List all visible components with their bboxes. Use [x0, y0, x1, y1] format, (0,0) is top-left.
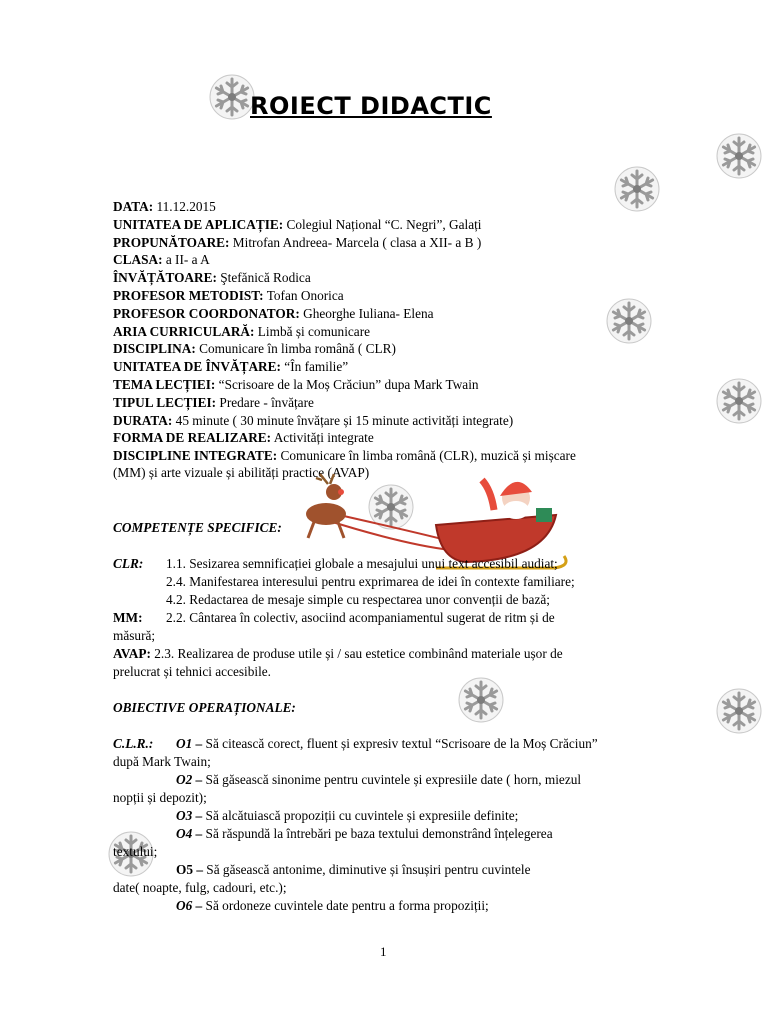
field-label: DURATA:	[113, 412, 173, 428]
field-line	[113, 198, 216, 215]
field-value: Comunicare în limba română ( CLR)	[195, 341, 396, 357]
field-line	[113, 234, 481, 251]
field-value: Colegiul Național “C. Negri”, Galați	[283, 216, 482, 232]
mm-competence-cont: măsură;	[113, 628, 156, 643]
objective-o1: Să citească corect, fluent și expresiv textul “Scrisoare de la Moș Crăciun”	[202, 736, 598, 751]
field-line	[113, 340, 396, 357]
objective-o6: Să ordoneze cuvintele date pentru a forma propoziții;	[202, 898, 489, 913]
clr-label: CLR:	[113, 556, 144, 571]
field-label: UNITATEA DE ÎNVĂȚARE:	[113, 359, 281, 375]
field-line	[113, 412, 513, 429]
field-label: ARIA CURRICULARĂ:	[113, 323, 255, 339]
field-value: Comunicare în limba română (CLR), muzică și mișcare	[277, 448, 576, 464]
o1-label: O1 –	[176, 736, 203, 751]
field-line	[113, 287, 344, 304]
field-label: FORMA DE REALIZARE:	[113, 430, 272, 446]
field-line	[113, 251, 210, 268]
field-value: 45 minute ( 30 minute învățare și 15 minute activități integrate)	[172, 412, 514, 428]
field-value: a II- a A	[162, 252, 210, 268]
o6-label: O6 –	[176, 898, 203, 913]
field-line	[113, 269, 311, 286]
snowflake-icon	[716, 133, 762, 179]
field-value: Mitrofan Andreea- Marcela ( clasa a XII- a B )	[229, 234, 482, 250]
mm-label: MM:	[113, 610, 143, 625]
objective-o4-cont: textului;	[113, 844, 158, 859]
field-line	[113, 305, 434, 322]
field-value: Gheorghe Iuliana- Elena	[299, 305, 434, 321]
field-label: TIPUL LECȚIEI:	[113, 394, 217, 410]
field-line	[113, 216, 481, 233]
competente-heading: COMPETENȚE SPECIFICE:	[113, 520, 282, 535]
field-label: PROPUNĂTOARE:	[113, 234, 230, 250]
mm-competence: 2.2. Cântarea în colectiv, asociind acompaniamentul sugerat de ritm și de	[166, 610, 555, 625]
field-line	[113, 358, 348, 375]
snowflake-icon	[614, 166, 660, 212]
snowflake-icon	[458, 677, 504, 723]
document-title: ROIECT DIDACTIC	[250, 92, 492, 120]
objective-o5: Să găsească antonime, diminutive și însușiri pentru cuvintele	[202, 862, 531, 877]
page-number: 1	[380, 944, 387, 959]
field-line	[113, 429, 374, 446]
field-label: DISCIPLINA:	[113, 341, 196, 357]
o5-label: O5 –	[176, 862, 203, 877]
field-label: DATA:	[113, 199, 154, 214]
field-label: DISCIPLINE INTEGRATE:	[113, 448, 278, 464]
clr-competence: 4.2. Redactarea de mesaje simple cu respectarea unor convenții de bază;	[166, 592, 550, 607]
avap-competence-cont: prelucrat și tehnici accesibile.	[113, 664, 272, 679]
objective-o5-cont: date( noapte, fulg, cadouri, etc.);	[113, 880, 287, 895]
objective-o2-cont: nopții și depozit);	[113, 790, 207, 805]
field-label: UNITATEA DE APLICAȚIE:	[113, 216, 284, 232]
o4-label: O4 –	[176, 826, 203, 841]
avap-competence: 2.3. Realizarea de produse utile și / sau estetice combinând materiale ușor de	[154, 646, 563, 661]
clr-competence: 2.4. Manifestarea interesului pentru exprimarea de idei în contexte familiare;	[166, 574, 575, 589]
objective-o1-cont: după Mark Twain;	[113, 754, 211, 769]
clr-competence: 1.1. Sesizarea semnificației globale a mesajului unui text accesibil audiat;	[166, 556, 558, 571]
obiective-heading: OBIECTIVE OPERAȚIONALE:	[113, 700, 296, 715]
field-label: ÎNVĂȚĂTOARE:	[113, 270, 217, 286]
field-line	[113, 323, 370, 340]
snowflake-icon	[209, 74, 255, 120]
field-value: “Scrisoare de la Moș Crăciun” dupa Mark Twain	[215, 377, 479, 392]
field-value: Tofan Onorica	[263, 288, 344, 303]
o2-label: O2 –	[176, 772, 203, 787]
o3-label: O3 –	[176, 808, 203, 823]
field-label: TEMA LECȚIEI:	[113, 377, 216, 392]
field-value: Activități integrate	[271, 430, 374, 446]
field-label: CLASA:	[113, 252, 163, 268]
avap-label: AVAP:	[113, 646, 151, 661]
field-value: Predare - învățare	[216, 394, 314, 410]
objective-o3: Să alcătuiască propoziții cu cuvintele și expresiile definite;	[202, 808, 519, 823]
objective-o4: Să răspundă la întrebări pe baza textului demonstrând înțelegerea	[202, 826, 553, 841]
field-label: PROFESOR COORDONATOR:	[113, 305, 300, 321]
field-value: “În familie”	[280, 359, 349, 375]
snowflake-icon	[716, 378, 762, 424]
field-label: PROFESOR METODIST:	[113, 288, 264, 303]
snowflake-icon	[606, 298, 652, 344]
clr-obj-label: C.L.R.:	[113, 736, 154, 751]
field-line	[113, 376, 479, 393]
field-line	[113, 394, 314, 411]
field-value: Limbă și comunicare	[254, 323, 371, 339]
integrated-cont: (MM) și arte vizuale și abilități practice (AVAP)	[113, 465, 370, 480]
field-line	[113, 447, 576, 464]
snowflake-icon	[716, 688, 762, 734]
field-value: Ştefănică Rodica	[216, 270, 311, 286]
field-value: 11.12.2015	[153, 199, 216, 214]
objective-o2: Să găsească sinonime pentru cuvintele și expresiile date ( horn, miezul	[202, 772, 582, 787]
